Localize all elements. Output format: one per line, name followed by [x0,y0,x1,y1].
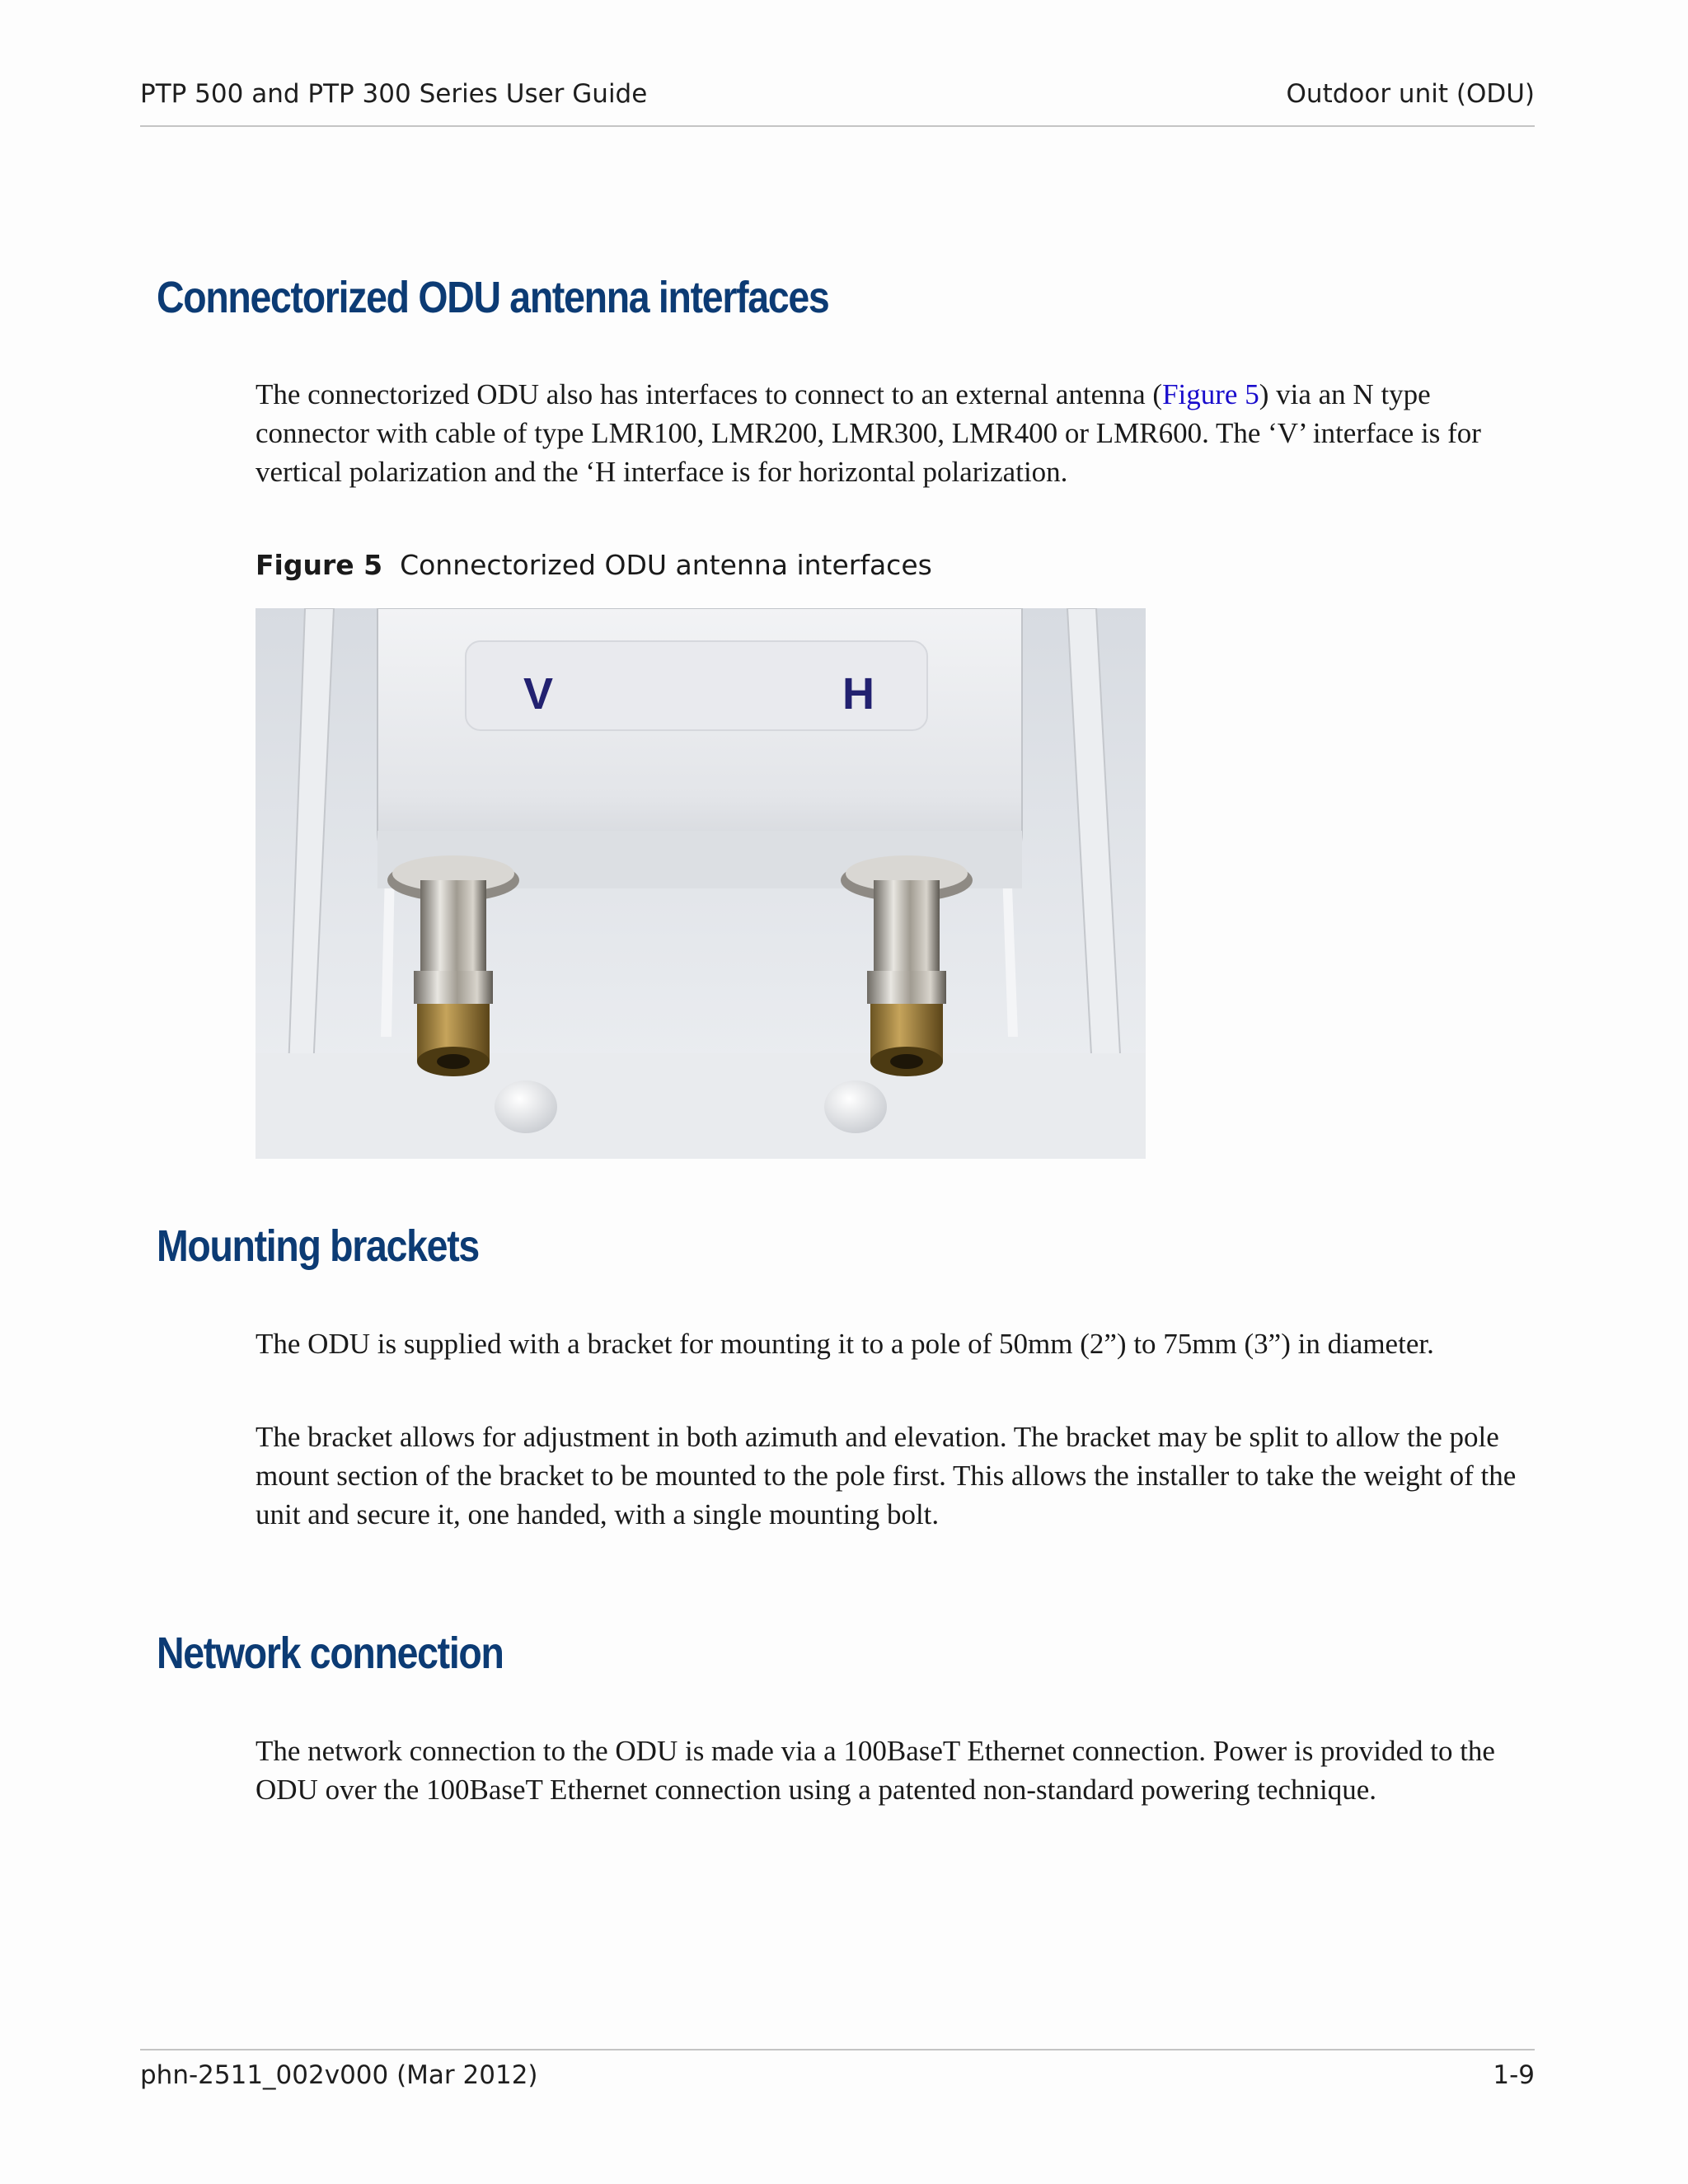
odu-connector-photo [256,608,1146,1159]
running-footer [140,2060,1535,2090]
figure-number: Figure 5 [256,549,383,581]
antenna-interfaces-paragraph [256,375,1541,491]
paragraph-text-before-link: The connectorized ODU also has interfaces to connect to an external antenna ( [256,378,1163,410]
section-heading-antenna-interfaces: Connectorized ODU antenna interfaces [157,273,829,322]
v-port-label: V [523,669,554,719]
mounting-paragraph-2: The bracket allows for adjustment in both azimuth and elevation. The bracket may be split to allow the pole mount section of the bracket to be mounted to the pole first. This allows the installer to take the weight of the unit and secure it, one handed, with a single mounting bolt. [256,1421,1517,1530]
paragraph-text-after-link: ) via an N type connector with cable of type LMR100, LMR200, LMR300, LMR400 or LMR600. The ‘V’ interface is for vertical polarization and the ‘H interface is for horizontal polarization. [256,378,1481,488]
section-heading-mounting-brackets: Mounting brackets [157,1221,479,1271]
header-rule [140,125,1535,127]
header-chapter-title: Outdoor unit (ODU) [1286,79,1535,109]
page-number: 1-9 [1493,2060,1535,2090]
running-header [140,79,1535,109]
footer-rule [140,2049,1535,2050]
footer-document-id: phn-2511_002v000 (Mar 2012) [140,2060,538,2090]
mounting-paragraph-1: The ODU is supplied with a bracket for mounting it to a pole of 50mm (2”) to 75mm (3”) in diameter. [256,1328,1434,1360]
figure-caption [256,549,932,581]
figure-title: Connectorized ODU antenna interfaces [400,549,932,581]
figure-5-link[interactable]: Figure 5 [1162,378,1259,410]
h-port-label: H [842,669,874,719]
network-paragraph: The network connection to the ODU is made via a 100BaseT Ethernet connection. Power is provided to the ODU over the 100BaseT Ethernet connection using a patented non-standard powering technique. [256,1735,1495,1806]
header-document-title: PTP 500 and PTP 300 Series User Guide [140,79,648,109]
section-heading-network-connection: Network connection [157,1629,504,1678]
